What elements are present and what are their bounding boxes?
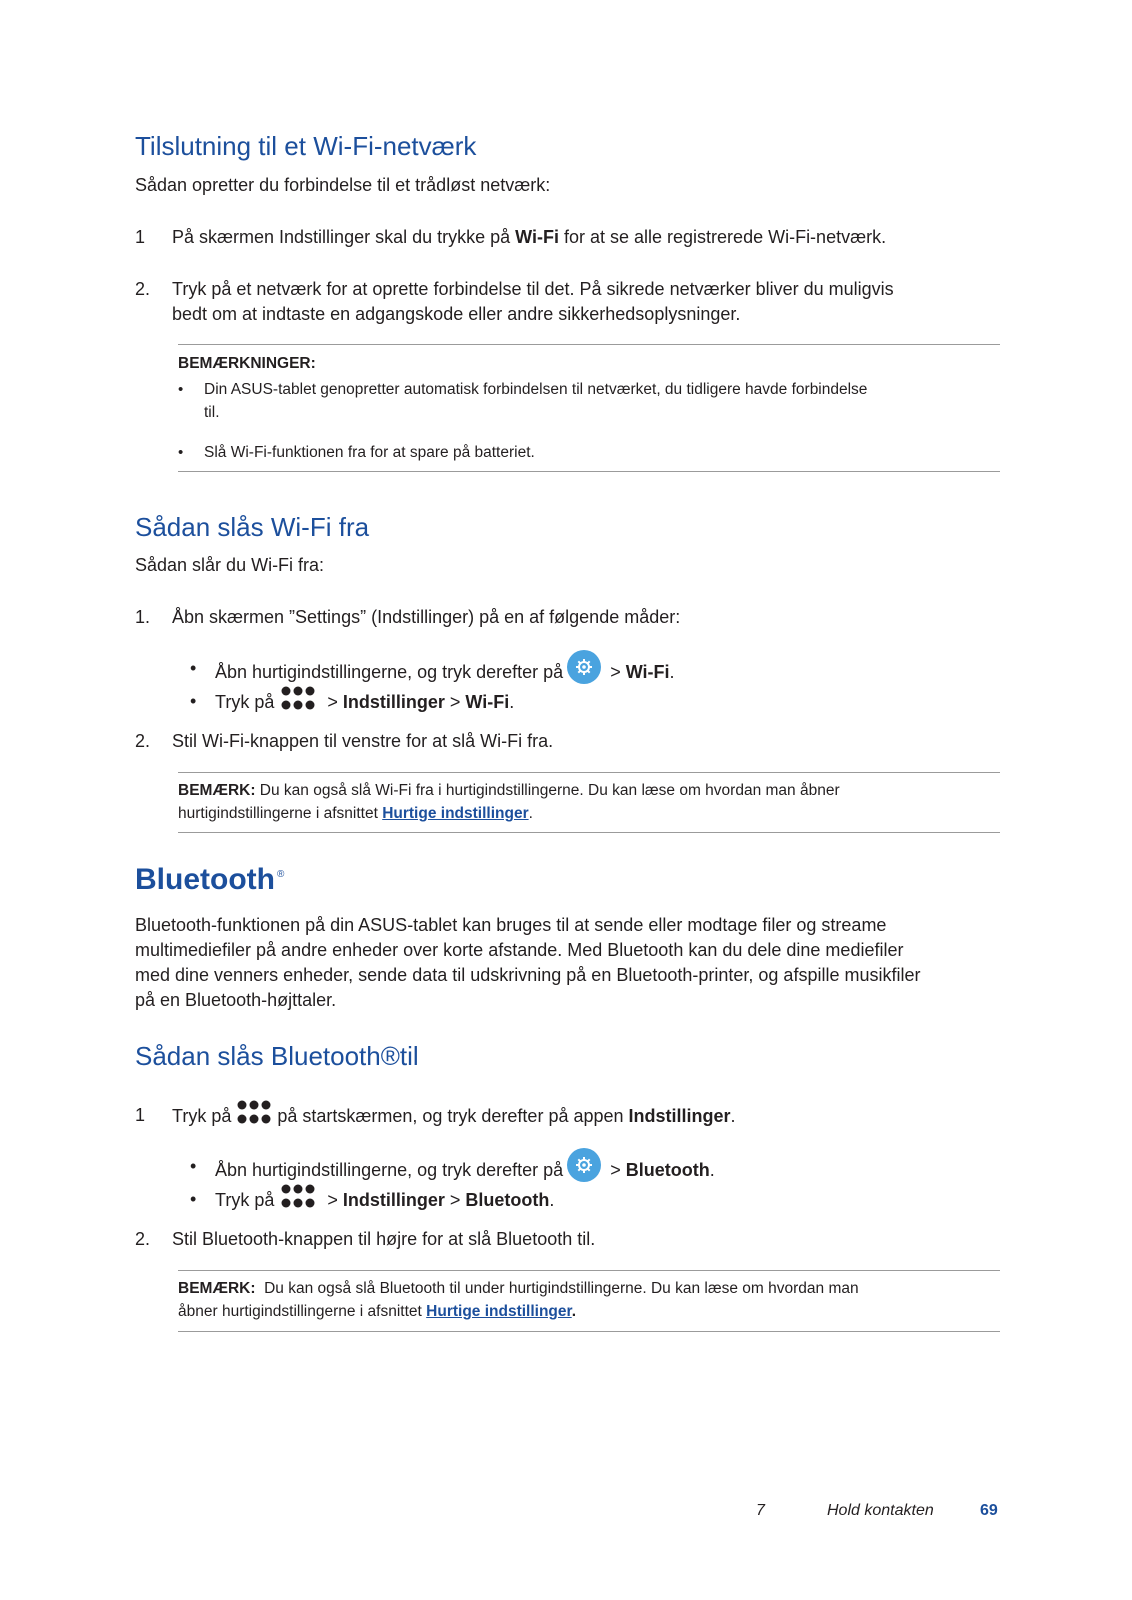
wifi-off-step1: Åbn skærmen ”Settings” (Indstillinger) på en af følgende måder:: [172, 607, 681, 627]
sub-text: Åbn hurtigindstillingerne, og tryk derefter på: [215, 1159, 564, 1180]
sub-end: .: [669, 661, 675, 682]
page-number: 69: [980, 1502, 998, 1519]
note-divider: [178, 772, 1000, 773]
step-text: på startskærmen, og tryk derefter på appen: [277, 1105, 629, 1126]
sub-bold: Bluetooth: [625, 1159, 710, 1180]
sub-bold: Bluetooth: [465, 1189, 550, 1210]
step-number: 2.: [135, 731, 151, 751]
bt-on-step2: Stil Bluetooth-knappen til højre for at slå Bluetooth til.: [172, 1229, 596, 1249]
quick-settings-link[interactable]: Hurtige indstillinger: [426, 1303, 572, 1320]
note-divider: [178, 832, 1000, 833]
section-title-wifi-connect: Tilslutning til et Wi-Fi-netværk: [135, 131, 477, 161]
sub-sep: >: [605, 1159, 626, 1180]
wifi-connect-step1: [172, 225, 886, 250]
sub-sep: >: [605, 661, 626, 682]
step-number: 1: [135, 227, 146, 247]
bt-on-note-line2: [178, 1300, 576, 1323]
note-label: BEMÆRK:: [178, 1280, 256, 1297]
wifi-connect-step2-line1: Tryk på et netværk for at oprette forbindelse til det. På sikrede netværker bliver du muligvis: [172, 279, 894, 299]
wifi-off-note-line1: [178, 779, 840, 802]
bluetooth-para-line2: multimediefiler på andre enheder over korte afstande. Med Bluetooth kan du dele dine mediefiler: [135, 940, 904, 960]
bullet: •: [190, 1189, 197, 1209]
footer-chapter-number: 7: [756, 1502, 765, 1519]
registered-mark: ®: [276, 869, 285, 880]
wifi-off-step2: Stil Wi-Fi-knappen til venstre for at slå Wi-Fi fra.: [172, 731, 554, 751]
note-text: Du kan også slå Bluetooth til under hurtigindstillingerne. Du kan læse om hvordan man: [255, 1280, 859, 1297]
note-divider: [178, 1331, 1000, 1332]
all-apps-icon: [235, 1098, 273, 1126]
bluetooth-para-line4: på en Bluetooth-højttaler.: [135, 990, 337, 1010]
sub-text: Tryk på: [215, 691, 275, 712]
step-number: 1: [135, 1105, 146, 1125]
gear-icon: [567, 1148, 601, 1182]
bluetooth-title-text: Bluetooth: [135, 863, 275, 896]
bluetooth-para-line1: Bluetooth-funktionen på din ASUS-tablet kan bruges til at sende eller modtage filer og streame: [135, 915, 887, 935]
bullet: •: [190, 691, 197, 711]
bullet: •: [190, 1156, 197, 1176]
sub-end: .: [549, 1189, 555, 1210]
section-title-bluetooth-on: Sådan slås Bluetooth®til: [135, 1041, 419, 1071]
sub-bold: Indstillinger: [342, 1189, 445, 1210]
sub-sep: >: [322, 1189, 343, 1210]
wifi-off-intro: Sådan slår du Wi-Fi fra:: [135, 555, 325, 575]
wifi-off-note-line2: [178, 802, 533, 825]
step-number: 2.: [135, 279, 151, 299]
note-text: hurtigindstillingerne i afsnittet: [178, 805, 383, 822]
step-bold: Indstillinger: [628, 1105, 731, 1126]
notes-heading: BEMÆRKNINGER:: [178, 355, 316, 372]
section-title-wifi-off: Sådan slås Wi-Fi fra: [135, 512, 370, 542]
note-item1-line1: Din ASUS-tablet genopretter automatisk forbindelsen til netværket, du tidligere havde forbindelse: [204, 381, 868, 398]
sub-sep: >: [322, 691, 343, 712]
note-divider: [178, 1270, 1000, 1271]
all-apps-icon: [279, 1182, 317, 1210]
all-apps-icon: [279, 684, 317, 712]
wifi-connect-step2-line2: bedt om at indtaste en adgangskode eller andre sikkerhedsoplysninger.: [172, 304, 741, 324]
step-text: for at se alle registrerede Wi-Fi-netværk.: [558, 227, 887, 247]
sub-bold: Wi-Fi: [625, 661, 670, 682]
sub-text: Åbn hurtigindstillingerne, og tryk derefter på: [215, 661, 564, 682]
wifi-connect-intro: Sådan opretter du forbindelse til et trådløst netværk:: [135, 175, 551, 195]
sub-bold: Wi-Fi: [465, 691, 510, 712]
step-number: 2.: [135, 1229, 151, 1249]
sub-text: Tryk på: [215, 1189, 275, 1210]
step-text: Tryk på: [172, 1105, 232, 1126]
step-text: På skærmen Indstillinger skal du trykke på: [172, 227, 516, 247]
note-item2: Slå Wi-Fi-funktionen fra for at spare på batteriet.: [204, 444, 535, 461]
step-end: .: [730, 1105, 736, 1126]
step-bold: Wi-Fi: [515, 227, 559, 247]
bt-on-step1: [172, 1103, 736, 1131]
note-text: Du kan også slå Wi-Fi fra i hurtigindstillingerne. Du kan læse om hvordan man åbner: [255, 782, 840, 799]
bullet: •: [178, 444, 184, 461]
step-number: 1.: [135, 607, 151, 627]
bullet: •: [178, 381, 184, 398]
note-divider: [178, 471, 1000, 472]
bullet: •: [190, 658, 197, 678]
quick-settings-link[interactable]: Hurtige indstillinger: [382, 805, 529, 822]
sub-sep: >: [444, 691, 466, 712]
gear-icon: [567, 650, 601, 684]
sub-sep: >: [444, 1189, 466, 1210]
note-text: åbner hurtigindstillingerne i afsnittet: [178, 1303, 427, 1320]
note-item1-line2: til.: [204, 404, 220, 421]
bluetooth-para-line3: med dine venners enheder, sende data til udskrivning på en Bluetooth-printer, og afspille musikfiler: [135, 965, 921, 985]
note-text: .: [571, 1303, 577, 1320]
note-divider: [178, 344, 1000, 345]
section-title-bluetooth: [135, 862, 284, 905]
sub-bold: Indstillinger: [342, 691, 445, 712]
footer-chapter-title: Hold kontakten: [827, 1502, 934, 1519]
wifi-off-sub2: [215, 689, 514, 717]
note-label: BEMÆRK:: [178, 782, 256, 799]
sub-end: .: [509, 691, 515, 712]
sub-end: .: [709, 1159, 715, 1180]
note-text: .: [528, 805, 533, 822]
bt-on-note-line1: [178, 1277, 859, 1300]
bt-on-sub2: [215, 1187, 554, 1215]
